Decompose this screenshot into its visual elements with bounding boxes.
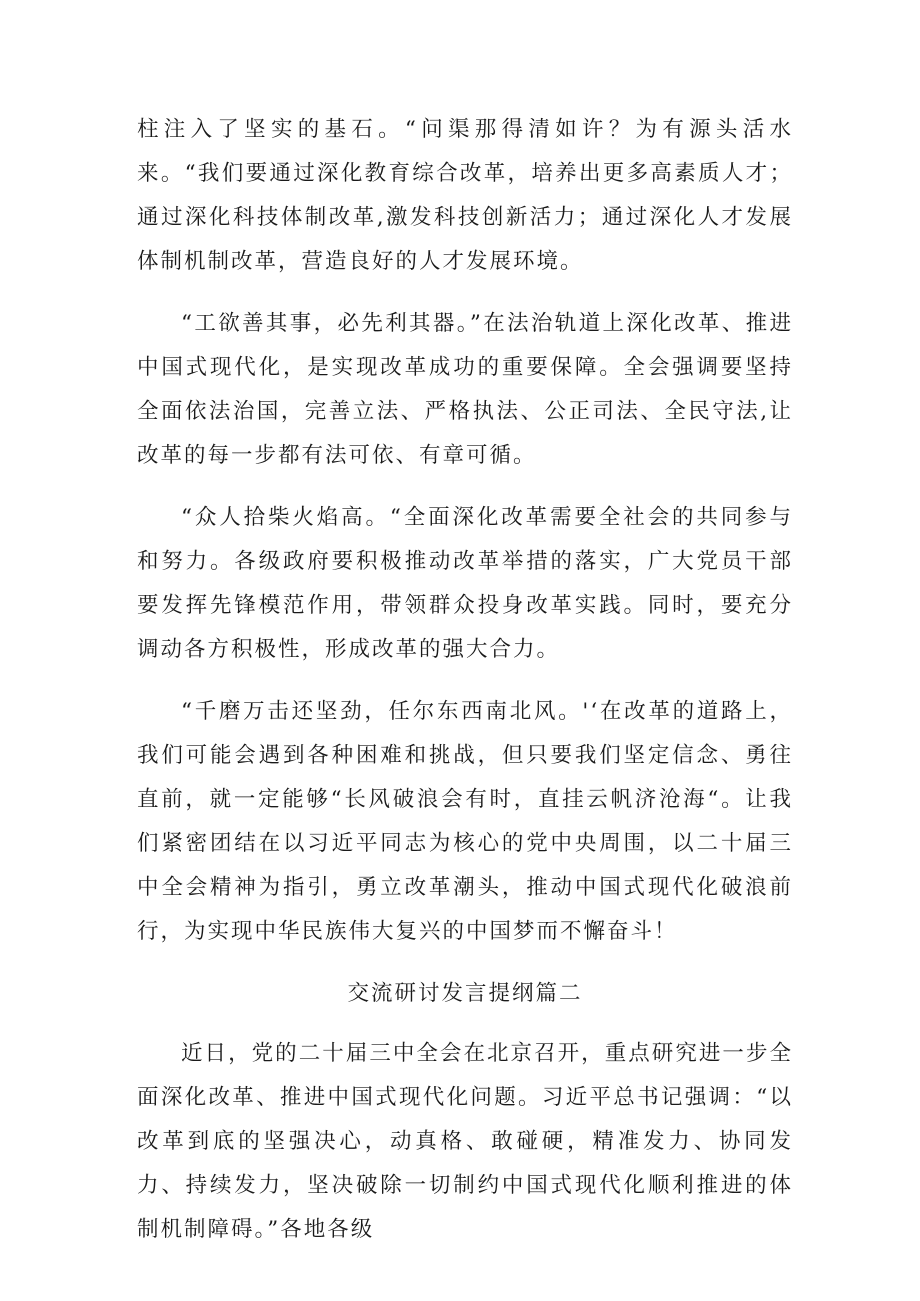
paragraph-plenum-intro: 近日，党的二十届三中全会在北京召开，重点研究进一步全面深化改革、推进中国式现代化问题。习近平总书记强调：“以改革到底的坚强决心，动真格、敢碰硬，精准发力、协同发力、持续发力，坚决破除一切制约中国式现代化顺利推进的体制机制障碍。”各地各级 bbox=[137, 1041, 793, 1242]
section-heading: 交流研讨发言提纲篇二 bbox=[347, 981, 583, 1006]
paragraph-joint-effort: “众人拾柴火焰高。“全面深化改革需要全社会的共同参与和努力。各级政府要积极推动改革举措的落实，广大党员干部要发挥先锋模范作用，带领群众投身改革实践。同时，要充分调动各方积极性，形成改革的强大合力。 bbox=[137, 505, 793, 662]
paragraph-perseverance: “千磨万击还坚劲，任尔东西南北风。'‘在改革的道路上，我们可能会遇到各种困难和挑战，但只要我们坚定信念、勇往直前，就一定能够“长风破浪会有时，直挂云帆济沧海“。让我们紧密团结在以习近平同志为核心的党中央周围，以二十届三中全会精神为指引，勇立改革潮头，推动中国式现代化破浪前行，为实现中华民族伟大复兴的中国梦而不懈奋斗！ bbox=[137, 699, 793, 944]
paragraph-rule-of-law: “工欲善其事，必先利其器。”在法治轨道上深化改革、推进中国式现代化，是实现改革成功的重要保障。全会强调要坚持全面依法治国，完善立法、严格执法、公正司法、全民守法,让改革的每一步都有法可依、有章可循。 bbox=[137, 311, 793, 468]
document-body bbox=[137, 108, 793, 1270]
paragraph-continuation: 柱注入了坚实的基石。“问渠那得清如许？为有源头活水来。“我们要通过深化教育综合改革，培养出更多高素质人才；通过深化科技体制改革,激发科技创新活力；通过深化人才发展体制机制改革，营造良好的人才发展环境。 bbox=[137, 117, 793, 274]
